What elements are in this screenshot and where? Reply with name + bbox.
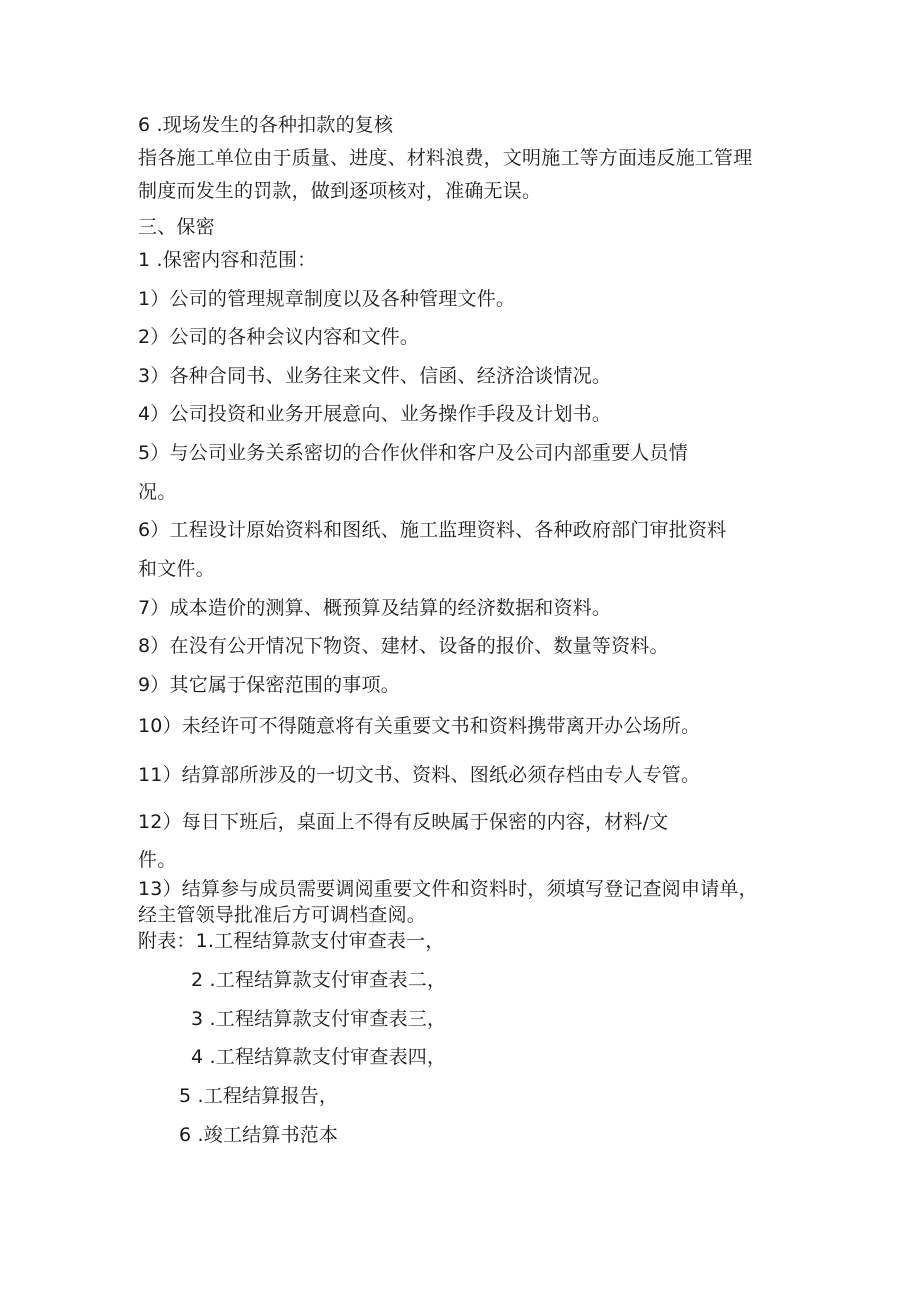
list-item: 8）在没有公开情况下物资、建材、设备的报价、数量等资料。: [138, 635, 669, 657]
list-item: 4）公司投资和业务开展意向、业务操作手段及计划书。: [138, 403, 612, 425]
attachment-item: 3 .工程结算款支付审查表三，: [191, 1008, 447, 1030]
attachment-item: 5 .工程结算报告，: [179, 1085, 339, 1107]
attachment-item: 2 .工程结算款支付审查表二，: [191, 969, 447, 991]
section-heading: 三、保密: [138, 216, 215, 238]
list-item: 1）公司的管理规章制度以及各种管理文件。: [138, 288, 516, 310]
list-item: 7）成本造价的测算、概预算及结算的经济数据和资料。: [138, 597, 612, 619]
list-item: 2）公司的各种会议内容和文件。: [138, 326, 420, 348]
list-item-continuation: 况。: [138, 481, 177, 503]
list-item: 3）各种合同书、业务往来文件、信函、经济洽谈情况。: [138, 365, 612, 387]
list-item-continuation: 件。: [138, 849, 177, 871]
attachments-label: 附表：1.工程结算款支付审查表一，: [138, 930, 445, 952]
attachment-item: 4 .工程结算款支付审查表四，: [191, 1046, 447, 1068]
list-item: 5）与公司业务关系密切的合作伙伴和客户及公司内部重要人员情: [138, 442, 688, 464]
paragraph-line: 指各施工单位由于质量、进度、材料浪费，文明施工等方面违反施工管理: [138, 147, 753, 169]
attachment-item: 6 .竣工结算书范本: [179, 1124, 339, 1146]
list-item: 12）每日下班后，桌面上不得有反映属于保密的内容，材料/文: [138, 811, 669, 833]
subsection-heading: 1 .保密内容和范围：: [138, 249, 317, 271]
paragraph-line: 制度而发生的罚款，做到逐项核对，准确无误。: [138, 180, 542, 202]
list-item: 10）未经许可不得随意将有关重要文书和资料携带离开办公场所。: [138, 715, 701, 737]
list-item: 13）结算参与成员需要调阅重要文件和资料时，须填写登记查阅申请单，: [138, 878, 758, 900]
section-heading: 6 .现场发生的各种扣款的复核: [138, 114, 394, 136]
list-item: 9）其它属于保密范围的事项。: [138, 674, 400, 696]
list-item-continuation: 经主管领导批准后方可调档查阅。: [138, 904, 427, 926]
list-item-continuation: 和文件。: [138, 558, 215, 580]
list-item: 6）工程设计原始资料和图纸、施工监理资料、各种政府部门审批资料: [138, 519, 727, 541]
list-item: 11）结算部所涉及的一切文书、资料、图纸必须存档由专人专管。: [138, 764, 701, 786]
